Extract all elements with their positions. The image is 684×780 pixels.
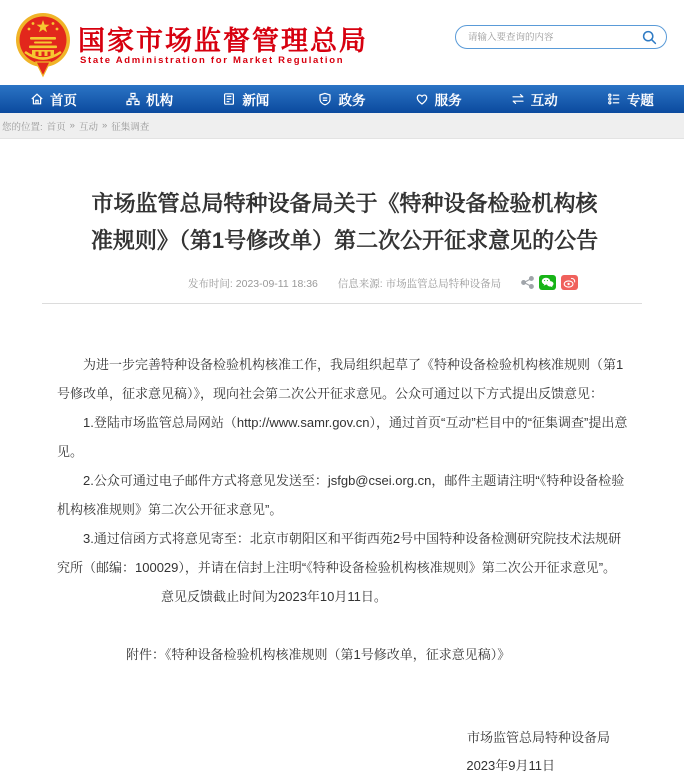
article-title: 市场监管总局特种设备局关于《特种设备检验机构核准规则》（第1号修改单）第二次公开征求意见的公告 [90, 191, 599, 253]
paragraph: 1.登陆市场监管总局网站（http://www.samr.gov.cn），通过首页“互动”栏目中的“征集调查”提出意见。 [57, 415, 628, 459]
signature-block [57, 724, 632, 780]
main-nav [0, 85, 684, 113]
wechat-share-icon[interactable] [539, 275, 556, 290]
nav-item-home[interactable] [30, 89, 77, 109]
nav-label: 机构 [146, 93, 174, 108]
breadcrumb [0, 113, 684, 139]
site-header [0, 0, 684, 85]
interact-arrows-icon [511, 92, 525, 106]
home-icon [30, 92, 44, 106]
nav-item-news[interactable] [222, 89, 269, 109]
national-emblem-logo [14, 10, 72, 78]
paragraph: 为进一步完善特种设备检验机构核准工作，我局组织起草了《特种设备检验机构核准规则（第1号修改单，征求意见稿）》，现向社会第二次公开征求意见。公众可通过以下方式提出反馈意见： [57, 357, 624, 401]
attachment-link[interactable]: 附件：《特种设备检验机构核准规则（第1号修改单，征求意见稿）》 [126, 647, 511, 662]
paragraph: 3.通过信函方式将意见寄至：北京市朝阳区和平街西苑2号中国特种设备检测研究院技术法规研究所（邮编：100029），并请在信封上注明“《特种设备检验机构核准规则》第二次公开征求意见”。 [57, 531, 622, 575]
nav-label: 专题 [626, 93, 654, 108]
source-value: 市场监管总局特种设备局 [385, 278, 502, 290]
breadcrumb-separator: » [69, 120, 75, 131]
nav-label: 政务 [338, 93, 366, 108]
org-icon [126, 92, 140, 106]
nav-item-service[interactable] [415, 89, 462, 109]
nav-item-org[interactable] [126, 89, 173, 109]
nav-item-interact[interactable] [511, 89, 558, 109]
service-heart-icon [415, 92, 429, 106]
breadcrumb-item-survey[interactable]: 征集调查 [111, 121, 150, 133]
deadline-text: 意见反馈截止时间为2023年10月11日。 [161, 589, 387, 604]
breadcrumb-prefix: 您的位置: [2, 121, 43, 133]
breadcrumb-separator: » [101, 120, 108, 131]
weibo-share-icon[interactable] [561, 275, 578, 290]
publish-time-label: 发布时间: [187, 278, 233, 290]
search-box [455, 25, 667, 49]
nav-label: 服务 [434, 93, 462, 108]
nav-item-gov[interactable] [318, 89, 365, 109]
article-meta [57, 274, 632, 294]
search-icon[interactable] [642, 30, 657, 45]
topics-list-icon [607, 92, 621, 106]
gov-icon [318, 92, 332, 106]
breadcrumb-item-home[interactable]: 首页 [46, 121, 66, 133]
nav-label: 首页 [50, 93, 77, 108]
article-body [57, 350, 632, 780]
signature-department: 市场监管总局特种设备局 [466, 730, 610, 745]
nav-label: 新闻 [242, 93, 270, 108]
nav-item-topics[interactable] [607, 89, 654, 109]
paragraph: 2.公众可通过电子邮件方式将意见发送至：jsfgb@csei.org.cn，邮件主题请注明“《特种设备检验机构核准规则》第二次公开征求意见”。 [57, 473, 625, 517]
news-icon [222, 92, 236, 106]
source-label: 信息来源: [337, 278, 383, 290]
nav-label: 互动 [530, 93, 558, 108]
article-container [0, 185, 684, 780]
breadcrumb-item-interact[interactable]: 互动 [78, 121, 98, 133]
signature-date: 2023年9月11日 [466, 758, 555, 773]
site-title-english: State Administration for Market Regulation [80, 55, 345, 66]
search-input[interactable] [468, 32, 642, 43]
site-title: 国家市场监督管理总局 [78, 26, 368, 56]
share-icon[interactable] [521, 276, 534, 289]
share-bar [521, 275, 578, 290]
publish-time-value: 2023-09-11 18:36 [235, 278, 318, 290]
meta-divider [42, 303, 642, 304]
